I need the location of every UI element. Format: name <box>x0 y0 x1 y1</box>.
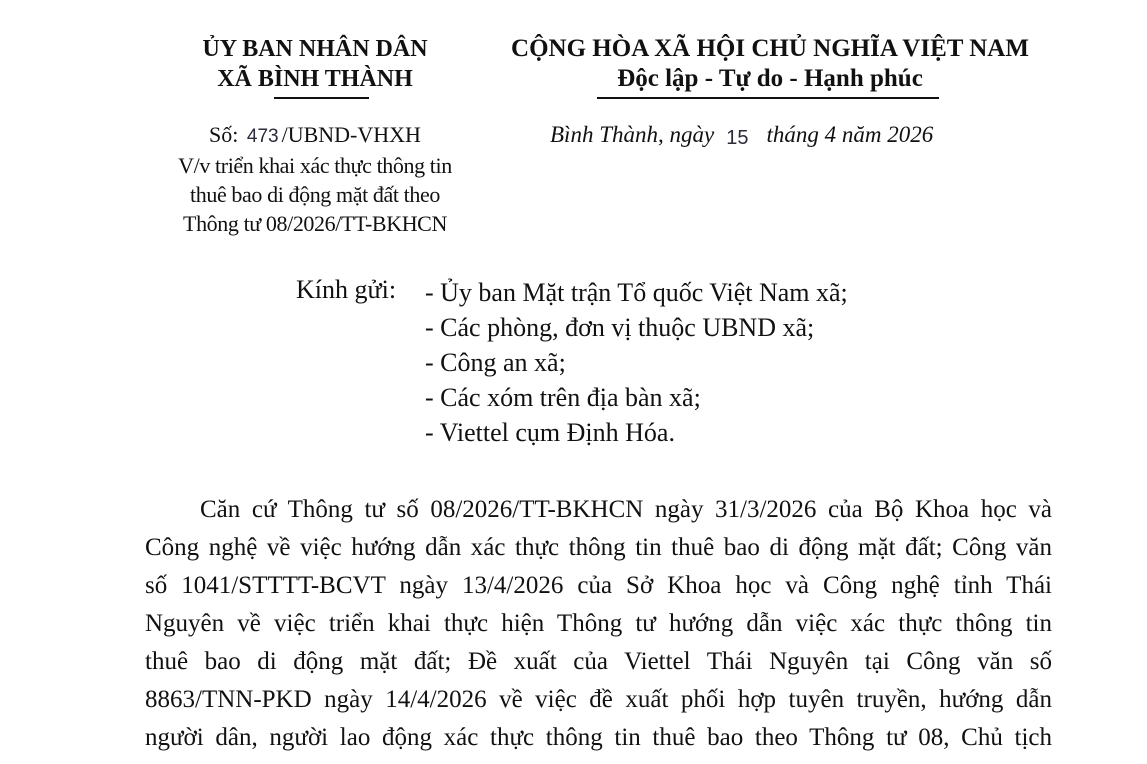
doc-number-handwritten: 473 <box>246 126 279 147</box>
national-title: CỘNG HÒA XÃ HỘI CHỦ NGHĨA VIỆT NAM <box>511 35 1029 62</box>
recipient-item: - Ủy ban Mặt trận Tổ quốc Việt Nam xã; <box>425 278 848 307</box>
document-number <box>150 122 480 148</box>
subject-line: thuê bao di động mặt đất theo <box>190 182 440 207</box>
subject-block <box>150 151 480 238</box>
national-header <box>480 34 1060 94</box>
recipient-item: - Viettel cụm Định Hóa. <box>425 418 675 447</box>
place-date <box>550 122 933 148</box>
recipient-item: - Công an xã; <box>425 348 566 377</box>
recipients-list <box>425 275 848 450</box>
body-line: thuê bao di động mặt đất; Đề xuất của Viettel Thái Nguyên tại Công văn số <box>145 648 1052 675</box>
subject-line: V/v triển khai xác thực thông tin <box>178 153 452 178</box>
date-suffix: tháng 4 năm 2026 <box>766 122 934 147</box>
issuing-org-line1: ỦY BAN NHÂN DÂN <box>202 36 428 62</box>
doc-number-suffix: /UBND-VHXH <box>281 122 421 147</box>
body-line: 8863/TNN-PKD ngày 14/4/2026 về việc đề xuất phối hợp tuyên truyền, hướng dẫn <box>145 686 1052 713</box>
recipient-item: - Các phòng, đơn vị thuộc UBND xã; <box>425 313 815 342</box>
body-line: Công nghệ về việc hướng dẫn xác thực thông tin thuê bao di động mặt đất; Công văn <box>145 534 1052 561</box>
motto: Độc lập - Tự do - Hạnh phúc <box>617 65 923 92</box>
subject-line: Thông tư 08/2026/TT-BKHCN <box>183 211 447 236</box>
issuing-org-line2: XÃ BÌNH THÀNH <box>217 66 413 92</box>
motto-underline <box>597 97 939 99</box>
issuing-org-underline <box>274 97 369 99</box>
body-line: Căn cứ Thông tư số 08/2026/TT-BKHCN ngày 31/3/2026 của Bộ Khoa học và <box>200 496 1052 523</box>
recipient-item: - Các xóm trên địa bàn xã; <box>425 383 701 412</box>
date-prefix: Bình Thành, ngày <box>550 122 715 147</box>
recipients-label: Kính gửi: <box>296 275 397 304</box>
body-line: người dân, người lao động xác thực thông tin thuê bao theo Thông tư 08, Chủ tịch <box>145 724 1052 751</box>
body-line: Nguyên về việc triển khai thực hiện Thông tư hướng dẫn việc xác thực thông tin <box>145 610 1052 637</box>
doc-number-prefix: Số: <box>209 122 239 147</box>
body-paragraph <box>145 491 1052 757</box>
body-line: số 1041/STTTT-BCVT ngày 13/4/2026 của Sở Khoa học và Công nghệ tỉnh Thái <box>145 572 1052 599</box>
issuing-org <box>150 34 480 94</box>
date-day-handwritten: 15 <box>726 127 749 149</box>
